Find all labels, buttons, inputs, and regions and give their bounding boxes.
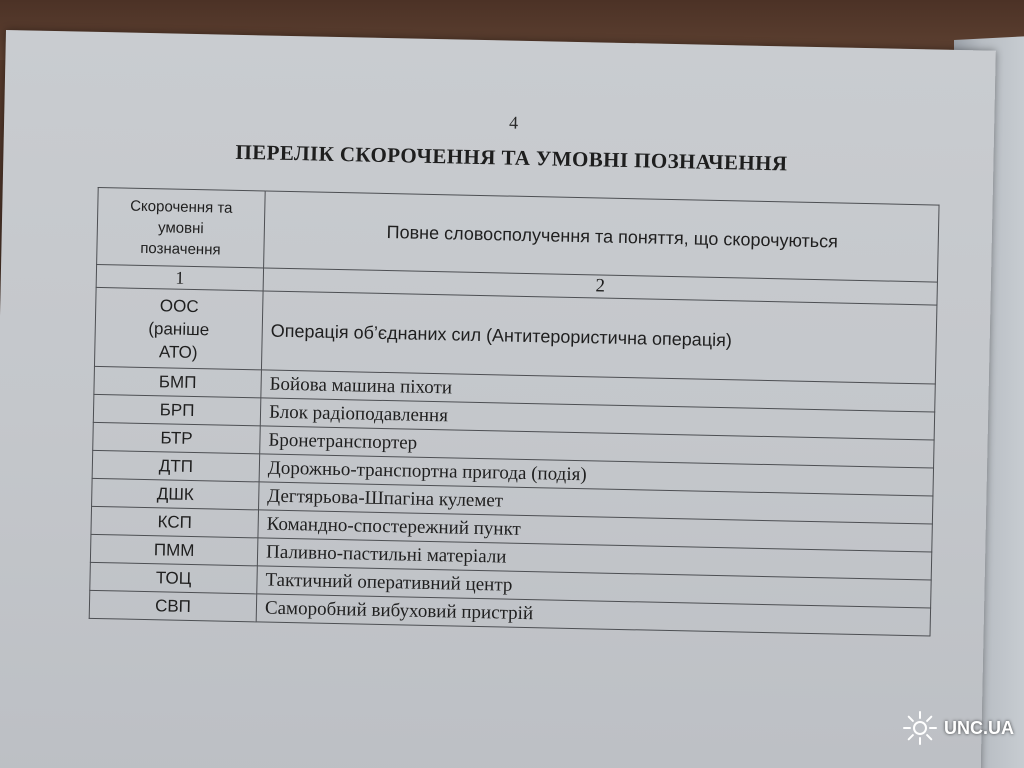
header-abbr-line: умовні — [157, 218, 204, 237]
abbr-line: ООС — [159, 295, 199, 316]
abbr-cell: БМП — [94, 366, 262, 397]
header-abbr-cell — [97, 187, 266, 267]
abbr-cell: ТОЦ — [90, 562, 258, 593]
abbr-line: АТО) — [158, 341, 198, 362]
full-cell: Паливно-пастильні матеріали — [257, 538, 931, 580]
page-number: 4 — [508, 112, 519, 133]
full-cell: Операція об’єднаних сил (Антитерористична операція) — [261, 291, 937, 384]
watermark-text: UNC.UA — [944, 717, 1014, 738]
full-cell: Командно-спостережний пункт — [258, 510, 932, 552]
abbr-cell: БТР — [93, 422, 261, 453]
watermark — [902, 710, 1014, 746]
header-abbr-line: Скорочення та — [129, 197, 233, 217]
full-cell: Дорожньо-транспортна пригода (подія) — [259, 454, 933, 496]
abbr-cell: КСП — [91, 506, 259, 537]
full-cell: Дегтярьова-Шпагіна кулемет — [259, 482, 933, 524]
sun-icon — [902, 710, 938, 746]
abbreviations-table — [89, 187, 940, 637]
header-abbr-line: позначення — [140, 239, 221, 259]
column-number: 1 — [96, 264, 263, 290]
abbr-cell: ДШК — [92, 478, 260, 509]
abbr-cell: СВП — [89, 590, 257, 621]
header-full-cell: Повне словосполучення та поняття, що скорочуються — [264, 191, 939, 282]
abbr-cell: БРП — [93, 394, 261, 425]
column-number: 2 — [263, 268, 937, 305]
abbr-cell: ДТП — [92, 450, 260, 481]
document-page — [0, 30, 996, 768]
full-cell: Бронетранспортер — [260, 426, 934, 468]
full-cell: Блок радіоподавлення — [260, 398, 934, 440]
full-cell: Тактичний оперативний центр — [257, 566, 931, 608]
abbr-line: (раніше — [148, 318, 210, 339]
full-cell: Саморобний вибуховий пристрій — [256, 594, 930, 636]
abbr-cell — [94, 287, 263, 369]
page-title: ПЕРЕЛІК СКОРОЧЕННЯ ТА УМОВНІ ПОЗНАЧЕННЯ — [235, 139, 788, 176]
full-cell: Бойова машина піхоти — [261, 370, 935, 412]
abbr-cell: ПММ — [90, 534, 258, 565]
